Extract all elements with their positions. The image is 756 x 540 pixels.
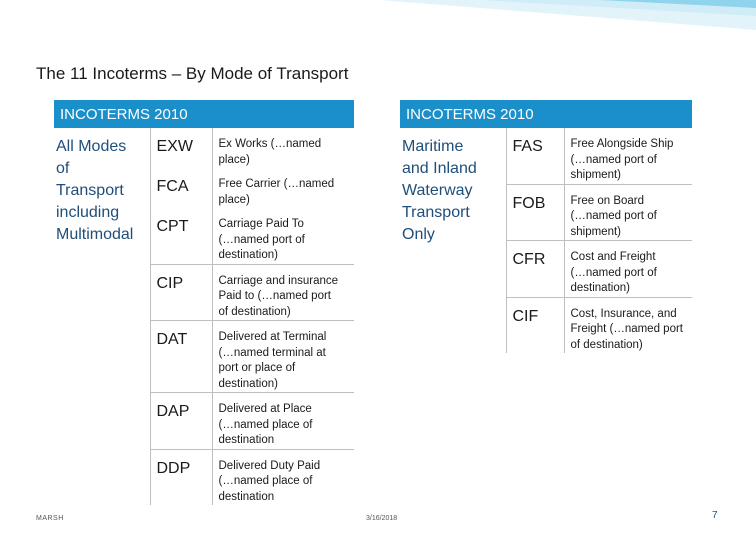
- term-description: [212, 208, 354, 264]
- desc-line: Free on Board: [570, 194, 645, 207]
- desc-line: (…named port of: [570, 153, 657, 166]
- term-description: [564, 128, 692, 184]
- term-code: DDP: [150, 449, 212, 505]
- desc-line: Paid to (…named port: [218, 290, 332, 302]
- desc-line: Ex Works (…named: [218, 138, 322, 150]
- top-wave-decoration: [0, 0, 756, 40]
- page-number: 7: [712, 510, 718, 521]
- desc-line: Freight (…named port: [570, 323, 683, 335]
- table-row: [54, 128, 354, 168]
- incoterms-all-modes-table: [54, 100, 354, 505]
- term-code: CFR: [506, 241, 564, 298]
- desc-line: Free Alongside Ship: [570, 138, 674, 150]
- term-description: [564, 184, 692, 241]
- mode-line: and Inland: [402, 160, 477, 177]
- mode-cell: [400, 128, 506, 353]
- term-description: [564, 297, 692, 353]
- desc-line: Carriage and insurance: [218, 274, 339, 287]
- desc-line: place): [218, 153, 250, 166]
- desc-line: destination): [570, 282, 630, 294]
- mode-line: Transport: [56, 182, 124, 199]
- table-header: INCOTERMS 2010: [54, 100, 354, 128]
- mode-line: All Modes: [56, 138, 127, 155]
- footer-date: 3/16/2018: [366, 515, 398, 522]
- mode-cell-empty: [54, 264, 150, 321]
- desc-line: Delivered at Terminal: [218, 331, 327, 343]
- desc-line: destination): [218, 377, 278, 390]
- desc-line: (…named place of: [218, 475, 313, 487]
- mode-line: including: [56, 204, 120, 221]
- table-row: [54, 321, 354, 393]
- table-row: [54, 264, 354, 321]
- desc-line: Carriage Paid To: [218, 218, 304, 230]
- mode-cell-empty: [54, 321, 150, 393]
- mode-cell: [54, 128, 150, 264]
- mode-line: of: [56, 160, 70, 177]
- desc-line: Free Carrier (…named: [218, 178, 335, 190]
- desc-line: (…named terminal at: [218, 346, 326, 359]
- term-code: FOB: [506, 184, 564, 241]
- mode-line: Maritime: [402, 138, 464, 155]
- desc-line: (…named port of: [570, 210, 657, 222]
- desc-line: Delivered Duty Paid: [218, 459, 321, 472]
- table-row: [54, 393, 354, 450]
- mode-line: Transport: [402, 204, 470, 221]
- desc-line: Delivered at Place: [218, 403, 312, 415]
- desc-line: shipment): [570, 169, 621, 181]
- desc-line: of destination): [218, 305, 291, 318]
- table-header-row: [400, 100, 692, 128]
- term-code: FAS: [506, 128, 564, 184]
- term-code: EXW: [150, 128, 212, 168]
- term-description: [212, 449, 354, 505]
- term-code: CPT: [150, 208, 212, 264]
- term-code: CIF: [506, 297, 564, 353]
- term-description: [212, 128, 354, 168]
- term-code: FCA: [150, 168, 212, 208]
- desc-line: port or place of: [218, 362, 296, 374]
- mode-line: Only: [402, 226, 435, 243]
- desc-line: (…named port of: [570, 266, 657, 279]
- mode-line: Waterway: [402, 182, 473, 199]
- term-code: DAT: [150, 321, 212, 393]
- desc-line: (…named port of: [218, 233, 305, 246]
- table-row: [54, 449, 354, 505]
- desc-line: destination: [218, 490, 275, 503]
- slide-title: The 11 Incoterms – By Mode of Transport: [36, 64, 349, 83]
- mode-cell-empty: [54, 393, 150, 450]
- desc-line: destination: [218, 434, 275, 446]
- term-code: CIP: [150, 264, 212, 321]
- desc-line: shipment): [570, 225, 621, 238]
- table-header: INCOTERMS 2010: [400, 100, 692, 128]
- mode-line: Multimodal: [56, 226, 134, 243]
- desc-line: destination): [218, 249, 278, 261]
- desc-line: of destination): [570, 338, 643, 351]
- term-description: [212, 321, 354, 393]
- desc-line: (…named place of: [218, 418, 313, 431]
- mode-cell-empty: [54, 449, 150, 505]
- term-description: [212, 168, 354, 208]
- term-code: DAP: [150, 393, 212, 450]
- footer-org: MARSH: [36, 515, 64, 522]
- table-row: [400, 128, 692, 184]
- desc-line: place): [218, 193, 250, 206]
- term-description: [212, 393, 354, 450]
- incoterms-maritime-table: [400, 100, 692, 353]
- desc-line: Cost and Freight: [570, 251, 656, 263]
- table-header-row: [54, 100, 354, 128]
- desc-line: Cost, Insurance, and: [570, 307, 677, 320]
- term-description: [564, 241, 692, 298]
- term-description: [212, 264, 354, 321]
